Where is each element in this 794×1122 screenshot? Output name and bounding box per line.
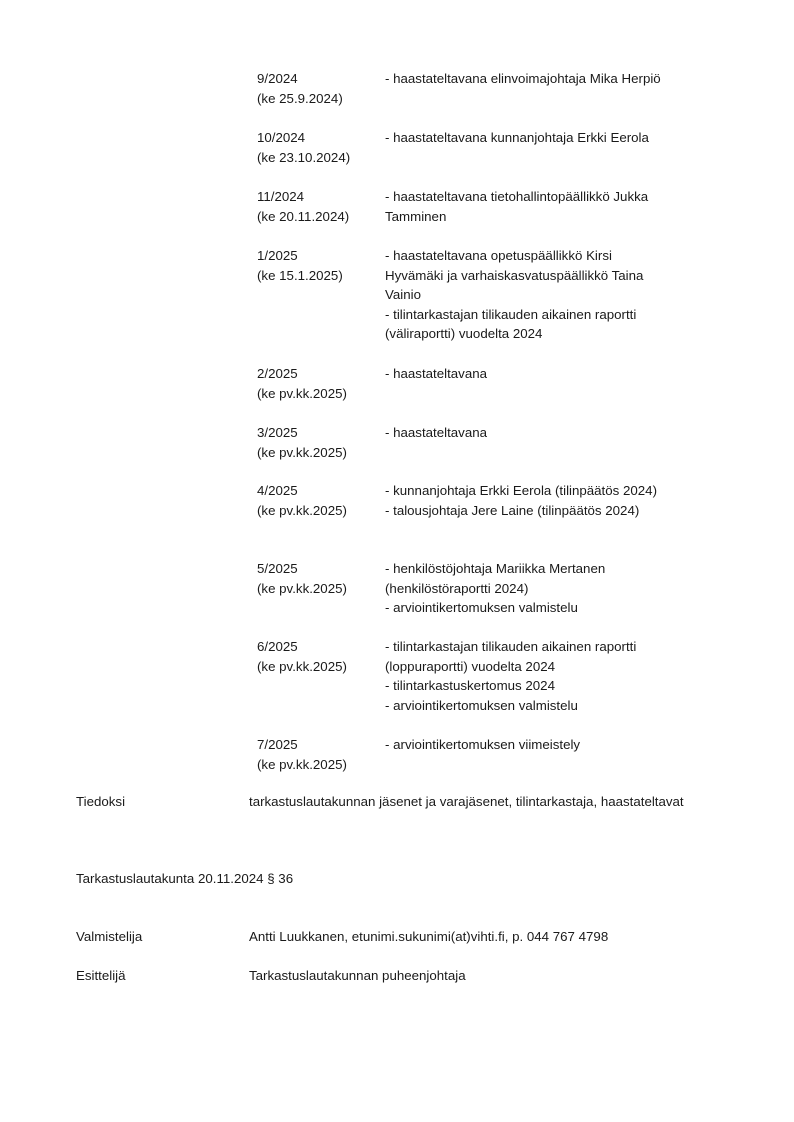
period-label: 3/2025 xyxy=(257,425,298,440)
period-label: 5/2025 xyxy=(257,561,298,576)
schedule-item: - tilintarkastajan tilikauden aikainen raportti xyxy=(385,639,637,654)
schedule-items xyxy=(385,559,701,618)
schedule-item: - arviointikertomuksen valmistelu xyxy=(385,600,578,615)
valmistelija-value: Antti Luukkanen, etunimi.sukunimi(at)vihti.fi, p. 044 767 4798 xyxy=(249,929,609,944)
schedule-period xyxy=(257,246,385,285)
tiedoksi-label: Tiedoksi xyxy=(76,794,126,809)
period-label: 6/2025 xyxy=(257,639,298,654)
schedule-item: - arviointikertomuksen viimeistely xyxy=(385,737,581,752)
schedule-items xyxy=(385,423,701,443)
meeting-date: (ke pv.kk.2025) xyxy=(257,444,347,460)
schedule-period xyxy=(257,187,385,226)
period-label: 2/2025 xyxy=(257,366,298,381)
meeting-reference: Tarkastuslautakunta 20.11.2024 § 36 xyxy=(76,871,294,886)
schedule-item: - kunnanjohtaja Erkki Eerola (tilinpäätös 2024) xyxy=(385,483,658,498)
schedule-item: - haastateltavana elinvoimajohtaja Mika Herpiö xyxy=(385,71,661,86)
schedule-item: - arviointikertomuksen valmistelu xyxy=(385,697,578,713)
esittelija-label: Esittelijä xyxy=(76,968,126,983)
meeting-date: (ke pv.kk.2025) xyxy=(257,580,347,596)
schedule-item: (väliraportti) vuodelta 2024 xyxy=(385,326,543,341)
schedule-period xyxy=(257,423,385,462)
period-label: 11/2024 xyxy=(257,189,305,204)
schedule-items xyxy=(385,735,701,755)
meeting-date: (ke 25.9.2024) xyxy=(257,90,343,106)
meeting-date: (ke 20.11.2024) xyxy=(257,208,350,224)
schedule-items xyxy=(385,69,701,89)
schedule-item: - haastateltavana xyxy=(385,425,488,440)
period-label: 9/2024 xyxy=(257,71,298,86)
meeting-date: (ke pv.kk.2025) xyxy=(257,756,347,772)
schedule-items xyxy=(385,246,701,344)
valmistelija-label: Valmistelija xyxy=(76,929,143,944)
schedule-item: Tamminen xyxy=(385,208,447,224)
schedule-period xyxy=(257,481,385,520)
tiedoksi-value: tarkastuslautakunnan jäsenet ja varajäsenet, tilintarkastaja, haastateltavat xyxy=(249,794,684,809)
schedule-items xyxy=(385,187,701,226)
schedule-period xyxy=(257,559,385,598)
schedule-item: - haastateltavana xyxy=(385,366,488,381)
period-label: 4/2025 xyxy=(257,483,298,498)
meeting-date: (ke pv.kk.2025) xyxy=(257,502,347,518)
meeting-date: (ke pv.kk.2025) xyxy=(257,658,347,674)
period-label: 7/2025 xyxy=(257,737,298,752)
schedule-items xyxy=(385,481,701,520)
schedule-period xyxy=(257,364,385,403)
schedule-item: Vainio xyxy=(385,287,421,302)
schedule-item: - tilintarkastuskertomus 2024 xyxy=(385,678,555,693)
schedule-item: - henkilöstöjohtaja Mariikka Mertanen xyxy=(385,561,606,576)
schedule-items xyxy=(385,637,701,715)
schedule-item: - talousjohtaja Jere Laine (tilinpäätös 2024) xyxy=(385,502,640,518)
schedule-item: Hyvämäki ja varhaiskasvatuspäällikkö Taina xyxy=(385,267,644,283)
schedule-period xyxy=(257,128,385,167)
meeting-date: (ke pv.kk.2025) xyxy=(257,385,347,401)
period-label: 1/2025 xyxy=(257,248,298,263)
schedule-item: (loppuraportti) vuodelta 2024 xyxy=(385,658,556,674)
schedule-item: - haastateltavana opetuspäällikkö Kirsi xyxy=(385,248,612,263)
schedule-period xyxy=(257,637,385,676)
meeting-date: (ke 15.1.2025) xyxy=(257,267,343,283)
schedule-items xyxy=(385,128,701,148)
esittelija-value: Tarkastuslautakunnan puheenjohtaja xyxy=(249,968,466,983)
schedule-period xyxy=(257,69,385,108)
meeting-date: (ke 23.10.2024) xyxy=(257,149,351,165)
schedule-item: - haastateltavana tietohallintopäällikkö Jukka xyxy=(385,189,649,204)
period-label: 10/2024 xyxy=(257,130,306,145)
schedule-item: - haastateltavana kunnanjohtaja Erkki Eerola xyxy=(385,130,649,145)
schedule-period xyxy=(257,735,385,774)
schedule-item: - tilintarkastajan tilikauden aikainen raportti xyxy=(385,306,637,322)
schedule-items xyxy=(385,364,701,384)
schedule-item: (henkilöstöraportti 2024) xyxy=(385,580,529,596)
